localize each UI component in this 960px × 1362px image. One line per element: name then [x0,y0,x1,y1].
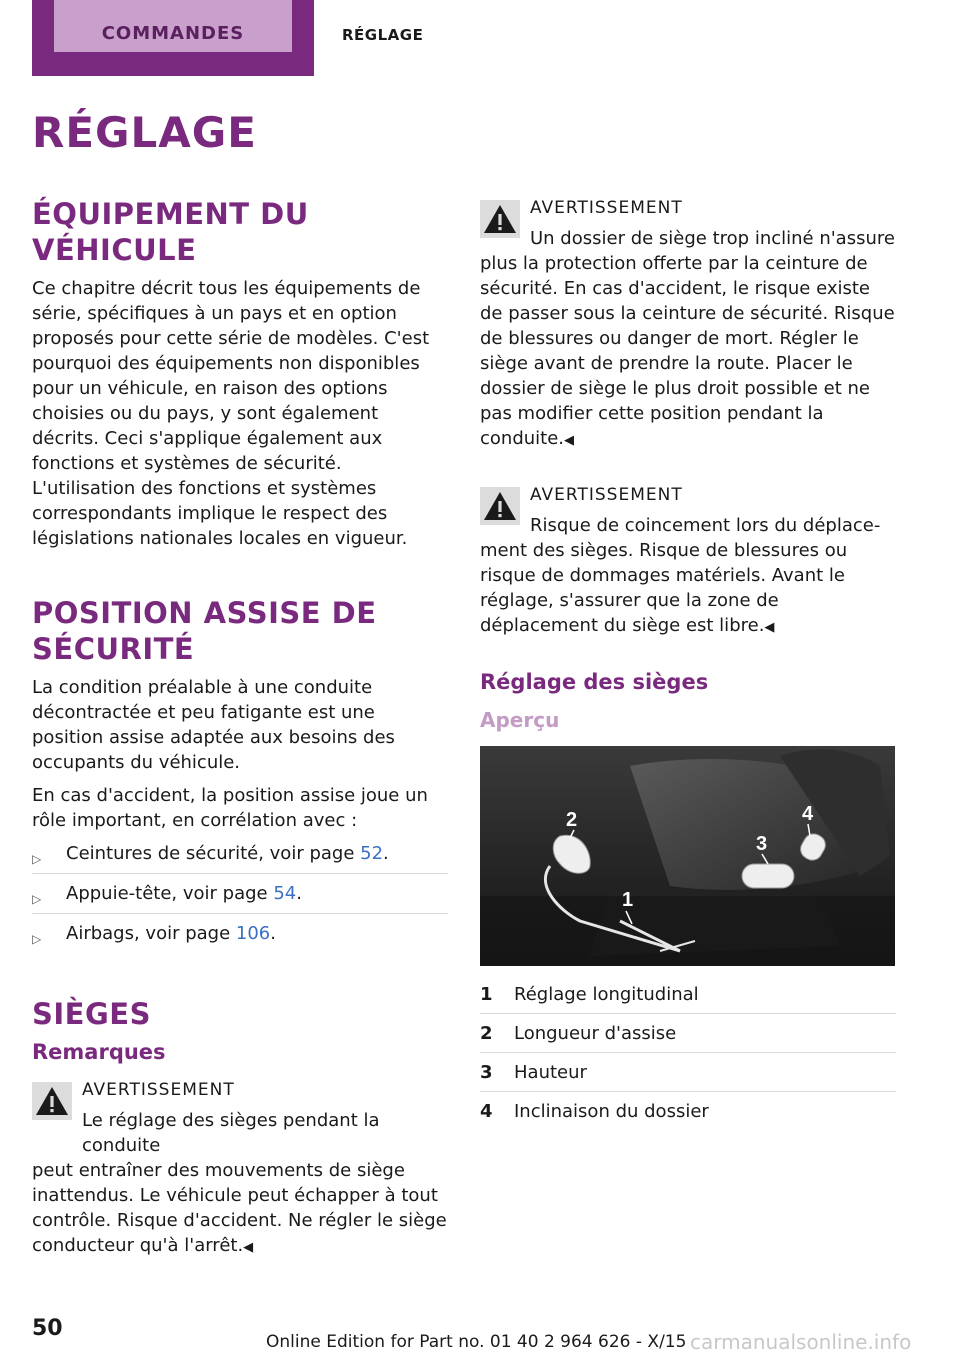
watermark: carmanualsonline.info [690,1330,912,1354]
page-number: 50 [32,1316,63,1341]
warning-label: AVERTISSEMENT [530,485,683,505]
overview-heading: Aperçu [480,708,560,732]
related-topics-list [32,841,448,953]
list-item: 1 Réglage longitudinal [480,982,896,1014]
end-mark-icon: ◀ [243,1240,254,1255]
warning-text: ment des sièges. Risque de blessures ou risque de dommages matériels. Avant le réglage, s'assurer que la zone de déplacement du siège est libre. [480,540,848,636]
page-link[interactable]: 52 [360,843,384,864]
warning-text-first: Un dossier de siège trop incliné n'assure [530,228,895,249]
list-item: 2 Longueur d'assise [480,1021,896,1053]
warning-text: peut entraîner des mouvements de siège inattendus. Le véhicule peut échapper à tout contrôle. Risque d'accident. Ne régler le siège conducteur qu'à l'arrêt. [32,1160,447,1256]
end-mark-icon: ◀ [764,620,775,635]
warning-box [480,196,896,453]
section-tab-commandes[interactable] [32,0,314,76]
warning-icon [480,487,520,525]
right-column [480,196,896,1137]
warning-text-first: Le réglage des sièges pendant la conduite [82,1110,380,1156]
warning-icon [480,200,520,238]
end-mark-icon: ◀ [564,433,575,448]
bullet-triangle-icon: ▷ [32,932,42,946]
callout-1: 1 [622,889,634,911]
list-item: ▷ Appuie-tête, voir page 54. [32,881,448,914]
warning-box [480,483,896,640]
seats-heading: SIÈGES [32,997,151,1031]
list-item: ▷ Airbags, voir page 106. [32,921,448,953]
callout-3: 3 [756,833,768,855]
list-item: ▷ Ceintures de sécurité, voir page 52. [32,841,448,874]
page-link[interactable]: 54 [273,883,297,904]
seat-controls-photo [480,746,895,966]
warning-icon [32,1082,72,1120]
figure-legend [480,982,896,1130]
bullet-triangle-icon: ▷ [32,852,42,866]
equipment-paragraph: Ce chapitre décrit tous les équipements de série, spécifiques à un pays et en option proposés pour cette série de modèles. C'est pourquoi des équipements non disponibles pour un véhicule, en raison des options choisies ou du pays, y sont également décrits. Ceci s'applique également aux fonctions et systèmes de sécurité. L'utilisation des fonctions et systèmes correspondants implique le respect des législations nationales locales en vigueur. [32,278,430,549]
page-title: RÉGLAGE [32,108,257,157]
warning-label: AVERTISSEMENT [82,1080,235,1100]
seating-position-heading: POSITION ASSISE DE SÉCURITÉ [32,596,377,666]
bullet-triangle-icon: ▷ [32,892,42,906]
list-item: 3 Hauteur [480,1060,896,1092]
section-tab-label: COMMANDES [54,0,292,52]
list-item: 4 Inclinaison du dossier [480,1101,709,1122]
remarks-heading: Remarques [32,1040,166,1064]
warning-box [32,1078,448,1260]
callout-4: 4 [802,803,814,825]
seat-adjustment-heading: Réglage des sièges [480,670,709,694]
left-column [32,196,448,1268]
seating-paragraph-2: En cas d'accident, la position assise joue un rôle important, en corrélation avec : [32,785,428,831]
equipment-heading: ÉQUIPEMENT DU VÉHICULE [32,197,309,267]
current-section-label: RÉGLAGE [342,26,424,44]
edition-footer: Online Edition for Part no. 01 40 2 964 626 - X/15 [266,1332,687,1352]
seat-illustration [480,746,895,966]
warning-text-first: Risque de coincement lors du déplace- [530,515,881,536]
seating-paragraph-1: La condition préalable à une conduite décontractée et peu fatigante est une position assise adaptée aux besoins des occupants du véhicule. [32,677,395,773]
callout-2: 2 [566,809,578,831]
warning-text: plus la protection offerte par la ceinture de sécurité. En cas d'accident, le risque existe de passer sous la ceinture de sécurité. Risque de blessures ou danger de mort. Régler le siège avant de prendre la route. Placer le dossier de siège le plus droit possible et ne pas modifier cette position pendant la conduite. [480,253,895,449]
warning-label: AVERTISSEMENT [530,198,683,218]
page-link[interactable]: 106 [235,923,271,944]
